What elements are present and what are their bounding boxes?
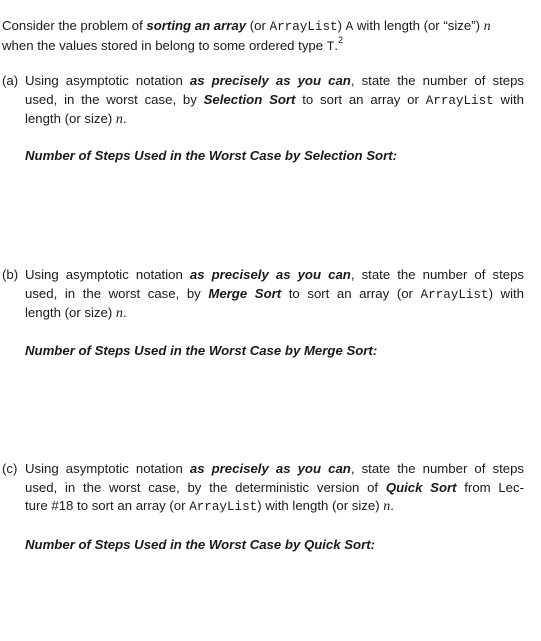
- text-run: used, in the worst case, by: [25, 285, 209, 301]
- intro-text: when the values stored in belong to some ordered type: [2, 37, 327, 53]
- emphasis-run: as precisely as you can: [189, 461, 351, 476]
- intro-line-2: [2, 37, 532, 57]
- question-part-b: [2, 266, 524, 324]
- question-text: [25, 72, 524, 130]
- text-run: , state the number of steps: [350, 73, 524, 88]
- algorithm-name: Quick Sort: [385, 479, 457, 495]
- algorithm-name: Selection Sort: [203, 91, 296, 107]
- text-run: .: [390, 498, 394, 513]
- algorithm-name: Merge Sort: [208, 285, 282, 301]
- math-n: n: [383, 499, 391, 514]
- answer-heading-merge-sort: Number of Steps Used in the Worst Case by Merge Sort:: [25, 343, 378, 358]
- text-run: , state the number of steps: [350, 461, 524, 476]
- text-run: length (or size): [25, 111, 116, 126]
- emphasis-run: as precisely as you can: [189, 267, 351, 282]
- part-label: (a): [2, 73, 19, 88]
- answer-heading-quick-sort: Number of Steps Used in the Worst Case by Quick Sort:: [25, 537, 376, 552]
- math-n: n: [483, 19, 491, 34]
- answer-heading-selection-sort: Number of Steps Used in the Worst Case by Selection Sort:: [25, 148, 398, 163]
- question-part-a: [2, 72, 524, 130]
- question-line-2: [25, 91, 524, 111]
- text-run: from Lec-: [456, 479, 525, 495]
- intro-text: (or: [246, 18, 270, 33]
- emphasis-run: as precisely as you can: [189, 73, 351, 88]
- math-n: n: [115, 306, 123, 321]
- intro-text: .: [334, 37, 338, 53]
- text-run: to sort an array or: [295, 91, 426, 107]
- question-line-2: [25, 479, 524, 498]
- intro-text: Consider the problem of: [2, 18, 147, 33]
- text-run: length (or size): [25, 305, 116, 320]
- question-line-1: [25, 266, 524, 285]
- question-line-1: [25, 460, 524, 479]
- part-label: (c): [2, 461, 18, 476]
- question-line-3: [25, 304, 524, 324]
- intro-line-1: [2, 17, 532, 37]
- code-arraylist: ArrayList: [425, 93, 494, 108]
- text-run: , state the number of steps: [350, 267, 524, 282]
- code-type-t: T: [326, 39, 335, 54]
- code-arraylist: ArrayList: [269, 20, 338, 34]
- question-line-2: [25, 285, 524, 305]
- question-line-3: [25, 497, 524, 517]
- part-label: (b): [2, 267, 19, 282]
- question-text: [25, 266, 524, 324]
- code-arraylist: ArrayList: [420, 287, 489, 302]
- text-run: Using asymptotic notation: [25, 267, 190, 282]
- text-run: ) with length (or size): [257, 498, 384, 513]
- intro-text: ): [337, 18, 346, 33]
- question-part-c: [2, 460, 524, 517]
- text-run: ) with: [488, 285, 524, 301]
- text-run: used, in the worst case, by: [25, 91, 204, 107]
- question-line-3: [25, 110, 524, 130]
- question-line-1: [25, 72, 524, 91]
- math-n: n: [115, 112, 123, 127]
- text-run: Using asymptotic notation: [25, 73, 190, 88]
- text-run: .: [122, 111, 127, 126]
- code-arraylist: ArrayList: [189, 500, 258, 514]
- text-run: to sort an array (or: [281, 285, 421, 301]
- text-run: with: [493, 91, 524, 107]
- text-run: .: [122, 305, 127, 320]
- text-run: Using asymptotic notation: [25, 461, 190, 476]
- question-text: [25, 460, 524, 517]
- intro-text: with length (or “size”): [353, 18, 484, 33]
- problem-intro: [2, 17, 532, 56]
- text-run: ture #18 to sort an array (or: [25, 498, 190, 513]
- footnote-marker: 2: [338, 35, 344, 46]
- code-array-a: A: [345, 20, 354, 34]
- intro-emphasis: sorting an array: [146, 18, 247, 33]
- text-run: used, in the worst case, by the deterministic version of: [25, 479, 386, 495]
